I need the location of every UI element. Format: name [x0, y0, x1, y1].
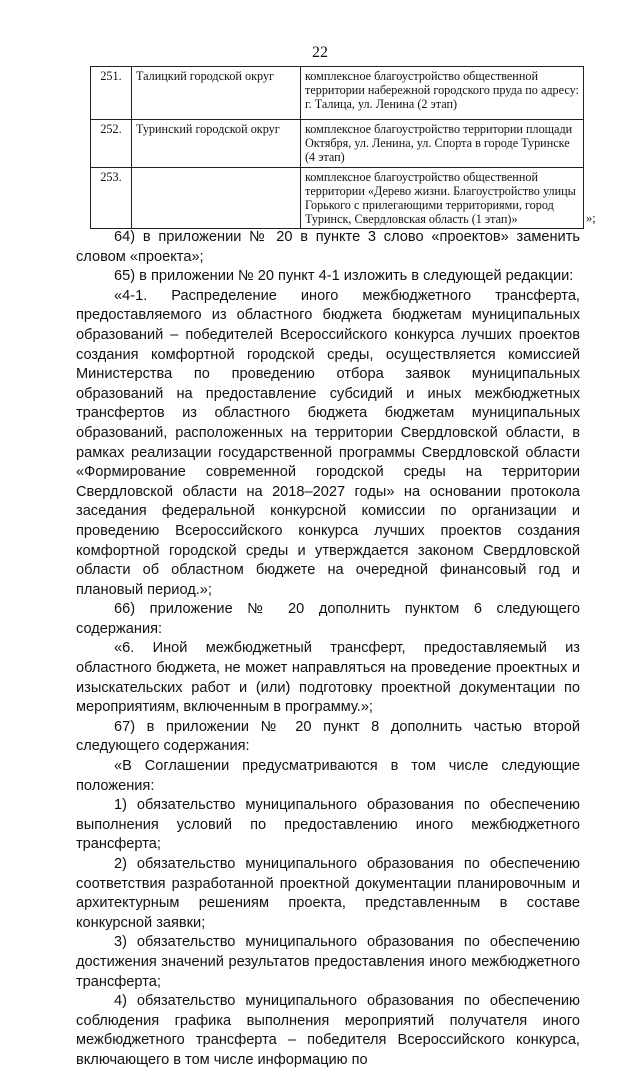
row-number: 253. — [91, 168, 132, 229]
paragraph: «6. Иной межбюджетный трансферт, предоставляемый из областного бюджета, не может направляться на проведение проектных и изыскательских работ и (или) подготовку проектной документации по мероприятиям, включенным в программу.»; — [76, 640, 580, 716]
municipality-name: Туринский городской округ — [132, 120, 301, 168]
paragraph: 64) в приложении № 20 в пункте 3 слово «проектов» заменить словом «проекта»; — [76, 229, 580, 265]
row-number: 252. — [91, 120, 132, 168]
table-row — [91, 67, 584, 120]
paragraph: «В Соглашении предусматриваются в том числе следующие положения: — [76, 758, 580, 794]
municipality-name: Талицкий городской округ — [132, 67, 301, 120]
municipality-name — [132, 168, 301, 229]
paragraph: 66) приложение № 20 дополнить пунктом 6 следующего содержания: — [76, 601, 580, 637]
paragraph: 3) обязательство муниципального образования по обеспечению достижения значений результатов предоставления иного межбюджетного трансферта; — [76, 934, 580, 990]
paragraph: «4-1. Распределение иного межбюджетного трансферта, предоставляемого из областного бюджета бюджетам муниципальных образований – победителей Всероссийского конкурса лучших проектов создания комфортной городской среды, осуществляется комиссией Министерства по проведению отбора заявок муниципальных образований на предоставление субсидий и иных межбюджетных трансфертов из областного бюджета бюджетам муниципальных образований, расположенных на территории Свердловской области, в рамках реализации государственной программы Свердловской области «Формирование современной городской среды на территории Свердловской области на 2018–2027 годы» на основании протокола заседания федеральной конкурсной комиссии по организации и проведению Всероссийского конкурса лучших проектов создания комфортной городской среды и утверждается законом Свердловской области об областном бюджете на очередной финансовый год и плановый период.»; — [76, 287, 580, 598]
body-text — [76, 228, 580, 1071]
project-description: комплексное благоустройство общественной территории набережной городского пруда по адресу: г. Талица, ул. Ленина (2 этап) — [301, 67, 584, 120]
row-number: 251. — [91, 67, 132, 120]
project-description: комплексное благоустройство общественной территории «Дерево жизни. Благоустройство улицы Горького с прилегающими территориями, город Туринск, Свердловская область (1 этап)» — [301, 168, 584, 229]
paragraph: 4) обязательство муниципального образования по обеспечению соблюдения графика выполнения мероприятий получателя иного межбюджетного трансферта – победителя Всероссийского конкурса, включающего в том числе информацию по — [76, 993, 580, 1068]
paragraph: 2) обязательство муниципального образования по обеспечению соответствия разработанной проектной документации планировочным и архитектурным решениям проекта, представленным в составе конкурсной заявки; — [76, 856, 580, 931]
paragraph: 67) в приложении № 20 пункт 8 дополнить частью второй следующего содержания: — [76, 718, 580, 755]
table-closing-mark: »; — [586, 211, 596, 225]
paragraph: 65) в приложении № 20 пункт 4-1 изложить в следующей редакции: — [114, 268, 574, 285]
table-row — [91, 168, 584, 229]
municipality-table — [90, 66, 584, 229]
paragraph: 1) обязательство муниципального образования по обеспечению выполнения условий по предоставлению иного межбюджетного трансферта; — [76, 797, 580, 853]
page-number: 22 — [312, 44, 328, 61]
table-row — [91, 120, 584, 168]
project-description: комплексное благоустройство территории площади Октября, ул. Ленина, ул. Спорта в городе Туринске (4 этап) — [301, 120, 584, 168]
